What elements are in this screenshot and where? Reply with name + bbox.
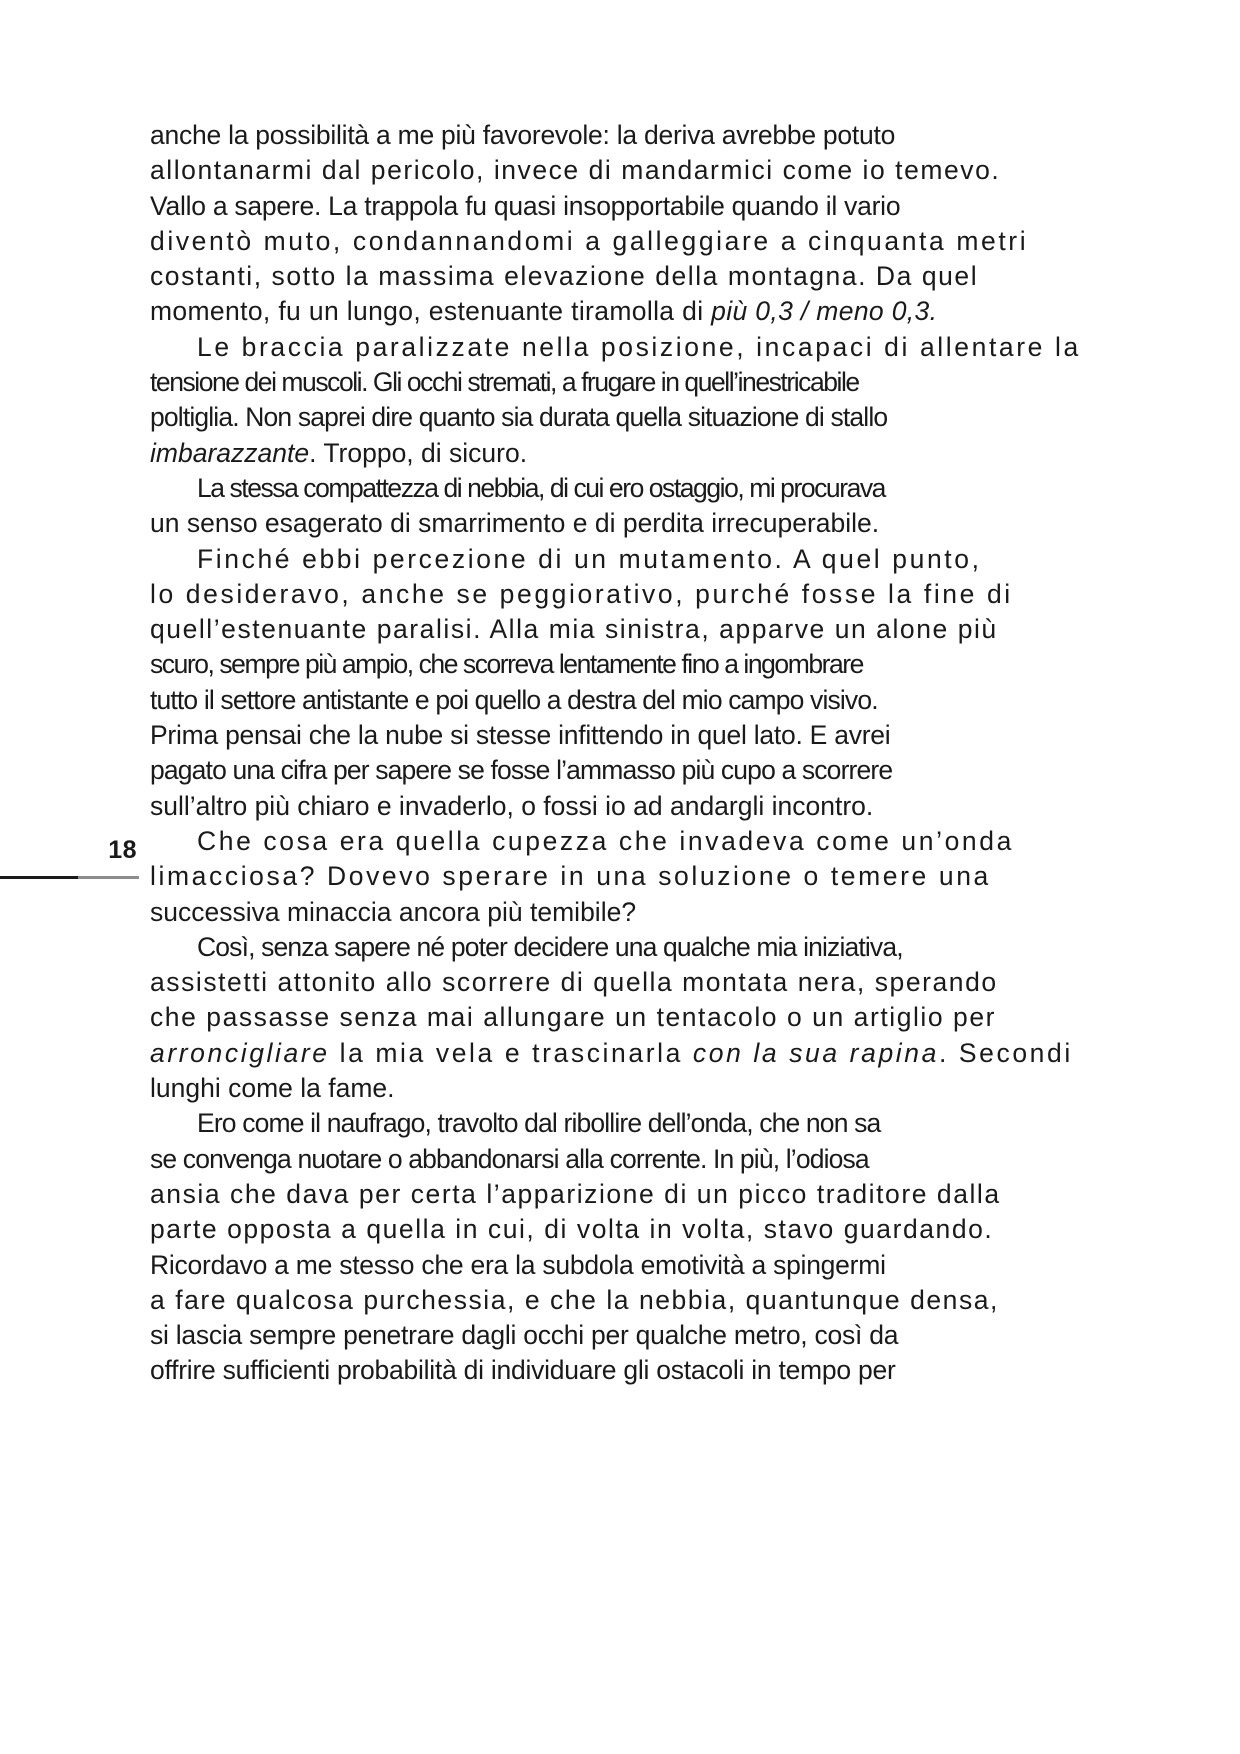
text-line xyxy=(150,436,962,471)
text-line xyxy=(150,224,1029,259)
text-run: un senso esagerato di smarrimento e di perdita irrecuperabile. xyxy=(150,508,880,539)
text-run: scuro, sempre più ampio, che scorreva lentamente fino a ingombrare xyxy=(150,649,863,680)
text-run: Che cosa era quella cupezza che invadeva come un’onda xyxy=(197,825,1014,856)
text-line xyxy=(150,294,962,329)
text-run: Finché ebbi percezione di un mutamento. A quel punto, xyxy=(197,543,982,574)
text-run: costanti, sotto la massima elevazione della montagna. Da quel xyxy=(150,261,979,292)
text-line xyxy=(150,930,962,965)
text-run: successiva minaccia ancora più temibile? xyxy=(150,896,637,927)
text-run: Prima pensai che la nube si stesse infittendo in quel lato. E avrei xyxy=(150,720,891,751)
text-run: assistetti attonito allo scorrere di quella montata nera, sperando xyxy=(150,967,998,998)
text-line xyxy=(150,647,962,682)
text-line xyxy=(150,895,962,930)
text-line xyxy=(150,718,962,753)
text-run: quell’estenuante paralisi. Alla mia sinistra, apparve un alone più xyxy=(150,614,998,645)
paragraph xyxy=(150,471,962,542)
text-run: se convenga nuotare o abbandonarsi alla corrente. In più, l’odiosa xyxy=(150,1143,869,1174)
text-emphasis: più 0,3 / meno 0,3. xyxy=(711,296,938,327)
text-run: sull’altro più chiaro e invaderlo, o fossi io ad andargli incontro. xyxy=(150,790,874,821)
text-run: La stessa compattezza di nebbia, di cui ero ostaggio, mi procurava xyxy=(197,472,885,503)
text-line xyxy=(150,1212,994,1247)
text-line xyxy=(150,542,982,577)
page-folio-block xyxy=(0,838,139,894)
text-run: tensione dei muscoli. Gli occhi stremati, a frugare in quell’inestricabile xyxy=(150,367,859,398)
text-line xyxy=(150,824,1014,859)
text-line xyxy=(150,1283,999,1318)
text-line xyxy=(150,1142,962,1177)
text-run: a fare qualcosa purchessia, e che la nebbia, quantunque densa, xyxy=(150,1284,999,1315)
text-run: poltiglia. Non saprei dire quanto sia durata quella situazione di stallo xyxy=(150,402,888,433)
text-run: tutto il settore antistante e poi quello a destra del mio campo visivo. xyxy=(150,684,878,715)
text-line xyxy=(150,612,998,647)
text-line xyxy=(150,365,962,400)
text-line xyxy=(150,859,991,894)
text-run: diventò muto, condannandomi a galleggiare a cinquanta metri xyxy=(150,225,1029,256)
text-emphasis: imbarazzante xyxy=(150,437,310,468)
text-line xyxy=(150,1353,962,1388)
text-line xyxy=(150,259,979,294)
text-run: Ricordavo a me stesso che era la subdola emotività a spingermi xyxy=(150,1249,886,1280)
text-line xyxy=(150,153,1001,188)
text-run: si lascia sempre penetrare dagli occhi per qualche metro, così da xyxy=(150,1320,899,1351)
paragraph xyxy=(150,930,1073,1106)
text-run: Le braccia paralizzate nella posizione, incapaci di allentare la xyxy=(197,331,1081,362)
text-line xyxy=(150,1071,962,1106)
text-run: offrire sufficienti probabilità di individuare gli ostacoli in tempo per xyxy=(150,1355,896,1386)
text-run: . Secondi xyxy=(938,1037,1073,1068)
text-run: pagato una cifra per sapere se fosse l’ammasso più cupo a scorrere xyxy=(150,755,893,786)
text-line xyxy=(150,330,1081,365)
page-number: 18 xyxy=(108,836,137,864)
paragraph xyxy=(150,542,1013,824)
folio-rule xyxy=(0,876,139,879)
text-run: Vallo a sapere. La trappola fu quasi insopportabile quando il vario xyxy=(150,190,901,221)
text-run: limacciosa? Dovevo sperare in una soluzione o temere una xyxy=(150,861,991,892)
text-run: parte opposta a quella in cui, di volta in volta, stavo guardando. xyxy=(150,1214,994,1245)
text-line xyxy=(150,1000,997,1035)
text-line xyxy=(150,1318,962,1353)
paragraph xyxy=(150,1106,1001,1388)
text-line xyxy=(150,1177,1001,1212)
text-line xyxy=(150,118,962,153)
text-run: momento, fu un lungo, estenuante tiramolla di xyxy=(150,296,712,327)
text-line xyxy=(150,1106,962,1141)
text-run: anche la possibilità a me più favorevole: la deriva avrebbe potuto xyxy=(150,120,896,150)
text-run: la mia vela e trascinarla xyxy=(329,1037,693,1068)
text-run: lunghi come la fame. xyxy=(150,1073,395,1104)
text-line xyxy=(150,189,962,224)
text-line xyxy=(150,965,998,1000)
text-emphasis: con la sua rapina xyxy=(692,1037,939,1068)
text-line xyxy=(150,400,962,435)
text-line xyxy=(150,753,962,788)
text-line xyxy=(150,577,1013,612)
text-line xyxy=(150,471,962,506)
text-line xyxy=(150,1036,1073,1071)
text-line xyxy=(150,683,962,718)
text-run: ansia che dava per certa l’apparizione di un picco traditore dalla xyxy=(150,1178,1001,1209)
text-line xyxy=(150,789,962,824)
text-run: allontanarmi dal pericolo, invece di mandarmici come io temevo. xyxy=(150,155,1001,186)
text-run: che passasse senza mai allungare un tentacolo o un artiglio per xyxy=(150,1002,997,1033)
body-text-column xyxy=(150,118,1081,1389)
text-emphasis: arroncigliare xyxy=(150,1037,330,1068)
text-run: lo desideravo, anche se peggiorativo, purché fosse la fine di xyxy=(150,578,1013,609)
text-line xyxy=(150,1248,962,1283)
paragraph xyxy=(150,824,1014,930)
paragraph xyxy=(150,330,1081,471)
paragraph xyxy=(150,118,1029,330)
text-run: . Troppo, di sicuro. xyxy=(309,437,528,468)
text-line xyxy=(150,506,962,541)
text-run: Così, senza sapere né poter decidere una qualche mia iniziativa, xyxy=(197,931,903,962)
text-run: Ero come il naufrago, travolto dal ribollire dell’onda, che non sa xyxy=(197,1108,881,1139)
